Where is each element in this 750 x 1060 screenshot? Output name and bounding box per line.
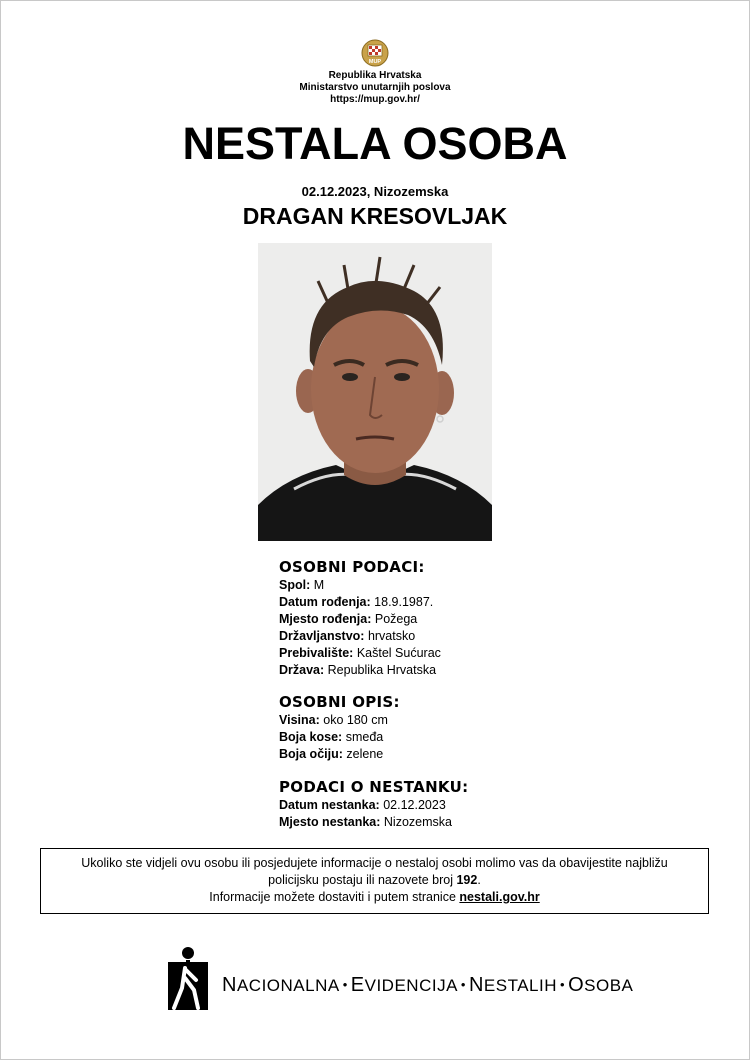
disappearance-heading: PODACI O NESTANKU: [279,778,469,796]
org-country: Republika Hrvatska [328,70,422,81]
org-ministry: Ministarstvo unutarnjih poslova [299,82,451,93]
row-label: Država: [279,663,325,677]
phone-number[interactable]: 192 [456,873,478,887]
row-label: Datum rođenja: [279,595,371,609]
footer-brand-text: NACIONALNA • EVIDENCIJA • NESTALIH • OSOBA [222,974,634,996]
row-label: Državljanstvo: [279,629,365,643]
notice-line-3: Informacije možete dostaviti i putem stranice nestali.gov.hr [209,890,540,904]
row-label: Prebivalište: [279,646,354,660]
row-value: Republika Hrvatska [327,663,437,677]
row-value: Nizozemska [383,815,452,829]
row-label: Datum nestanka: [279,798,380,812]
notice-line-1: Ukoliko ste vidjeli ovu osobu ili posjedujete informacije o nestaloj osobi molimo vas da obavijestite najbližu [81,856,668,870]
row-label: Mjesto nestanka: [279,815,381,829]
contact-notice-box [40,848,709,914]
description-row [279,729,383,745]
walking-person-icon [168,944,208,1010]
disappearance-row [279,797,446,813]
row-value: Kaštel Sućurac [356,646,441,660]
description-row [279,746,383,762]
person-photo [258,243,492,541]
logo-text: MUP [368,59,382,65]
personal-data-heading: OSOBNI PODACI: [279,558,425,576]
personal-row [279,594,433,610]
row-value: Požega [374,612,418,626]
row-value: zelene [346,747,384,761]
row-value: oko 180 cm [323,713,388,727]
disappearance-row [279,814,452,830]
row-label: Mjesto rođenja: [279,612,372,626]
date-location: 02.12.2023, Nizozemska [301,184,449,199]
description-heading: OSOBNI OPIS: [279,693,400,711]
row-label: Spol: [279,578,311,592]
personal-row [279,577,324,593]
description-row [279,712,388,728]
personal-row [279,645,441,661]
page-title: NESTALA OSOBA [182,118,568,169]
row-label: Visina: [279,713,320,727]
row-value: hrvatsko [367,629,416,643]
row-value: 02.12.2023 [383,798,446,812]
website-link[interactable]: nestali.gov.hr [459,890,540,904]
personal-row [279,611,417,627]
notice-line-2: policijsku postaju ili nazovete broj 192. [268,873,481,887]
row-label: Boja očiju: [279,747,343,761]
row-label: Boja kose: [279,730,343,744]
personal-row [279,628,415,644]
person-name: DRAGAN KRESOVLJAK [242,203,508,229]
mup-crest-logo [360,38,390,68]
org-url[interactable]: https://mup.gov.hr/ [330,94,420,105]
row-value: smeđa [345,730,384,744]
row-value: M [313,578,325,592]
personal-row [279,662,436,678]
row-value: 18.9.1987. [374,595,434,609]
